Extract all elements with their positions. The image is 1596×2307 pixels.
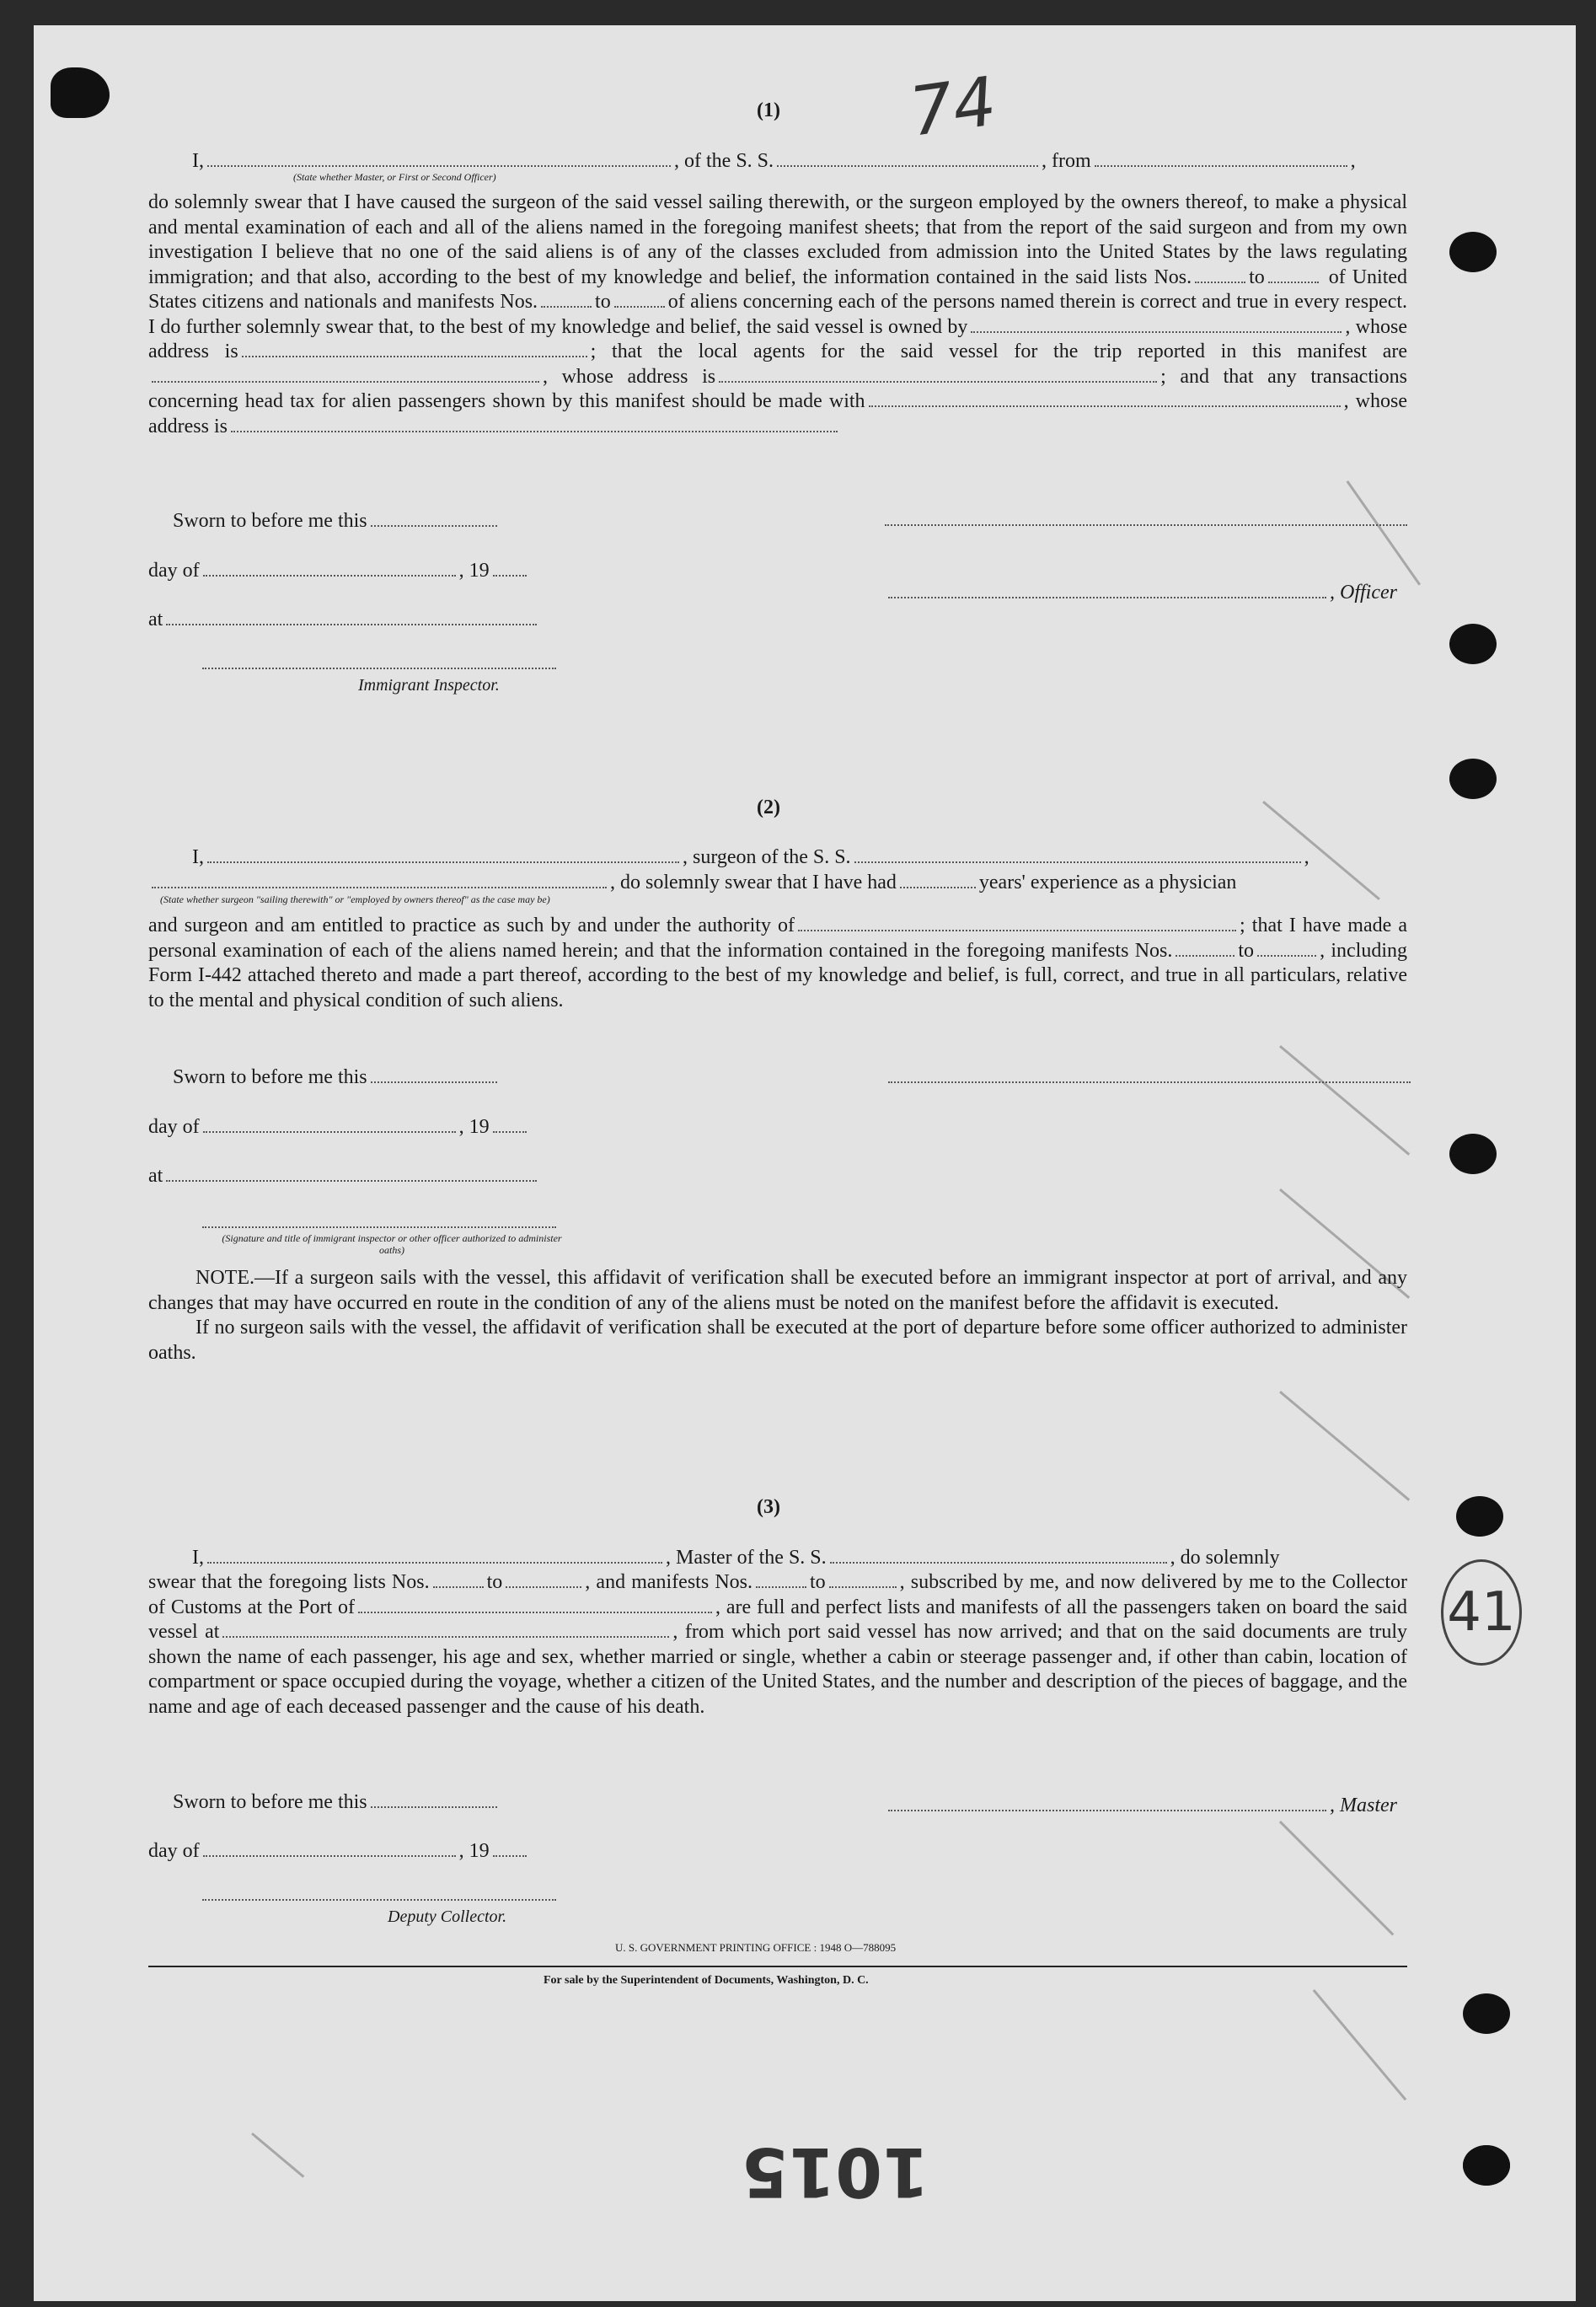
manifest-affidavit-page	[34, 25, 1576, 2301]
punch-hole	[1463, 2145, 1510, 2186]
section-3-opening-line: I, , Master of the S. S. , do solemnly	[192, 1547, 1280, 1569]
section-2-at-line: at	[148, 1163, 540, 1188]
torn-corner	[51, 67, 110, 118]
section-3-sworn-line: Sworn to before me this	[173, 1789, 501, 1815]
section-2-second-line: , do solemnly swear that I have had years' experience as a physician	[148, 870, 1236, 895]
section-3-number: (3)	[757, 1496, 780, 1518]
printing-office-line: U. S. GOVERNMENT PRINTING OFFICE : 1948 O—788095	[615, 1941, 897, 1954]
section-1-at-line: at	[148, 607, 540, 632]
master-signature-line: , Master	[885, 1793, 1397, 1818]
section-2-opening-line: I, , surgeon of the S. S. ,	[192, 846, 1309, 868]
officer-signature-line: , Officer	[885, 580, 1397, 605]
section-1-number: (1)	[757, 99, 780, 121]
punch-hole	[1463, 1993, 1510, 2034]
punch-hole	[1449, 624, 1497, 664]
section-1-master-hint: (State whether Master, or First or Second Officer)	[293, 171, 496, 183]
handwritten-circled-number: 41	[1441, 1559, 1522, 1666]
section-2-number: (2)	[757, 797, 780, 818]
footer-rule	[148, 1966, 1407, 1967]
punch-hole	[1449, 1134, 1497, 1174]
handwritten-page-number: 74	[905, 62, 1001, 152]
handwritten-bottom-number: 1015	[742, 2133, 929, 2211]
section-1-sworn-line: Sworn to before me this	[173, 508, 501, 534]
deputy-collector-label: Deputy Collector.	[388, 1907, 507, 1926]
section-3-body: swear that the foregoing lists Nos. to , and manifests Nos. to , subscribed by me, and now delivered by me to the Collector of Customs at the Port of , are full and perfect lists and manifests of all the passengers taken on board the said vessel at , from which port said vessel has now arrived; and that on the said documents are truly shown the name of each passenger, his age and sex, whether married or single, whether a cabin or steerage passenger and, if other than cabin, location of compartment or space occupied during the voyage, whether a citizen of the United States, and the number and description of the pieces of baggage, and the name and age of each deceased passenger and the cause of his death.	[148, 1571, 1408, 1718]
section-2-day-line: day of , 19	[148, 1114, 530, 1140]
punch-hole	[1456, 1496, 1503, 1537]
punch-hole	[1449, 759, 1497, 799]
section-1-body: do solemnly swear that I have caused the surgeon of the said vessel sailing therewith, or the surgeon employed by the owners thereof, to make a physical and mental examination of each and all of the aliens named in the foregoing manifest sheets; that from the report of the said surgeon and from my own investigation I believe that no one of the said aliens is of any of the classes excluded from admission into the United States by the laws regulating immigration; and that also, according to the best of my knowledge and belief, the information contained in the said lists Nos. to of United States citizens and nationals and manifests Nos. to of aliens concerning each of the persons named therein is correct and true in every respect. I do further solemnly swear that, to the best of my knowledge and belief, the said vessel is owned by , whose address is ; that the local agents for the said vessel for the trip reported in this manifest are, whose address is ; and that any transactions concerning head tax for alien passengers shown by this manifest should be made with , whose address is	[148, 191, 1408, 437]
sale-notice: For sale by the Superintendent of Documents, Washington, D. C.	[544, 1974, 869, 1987]
immigrant-inspector-label: Immigrant Inspector.	[358, 676, 500, 695]
section-2-sworn-line: Sworn to before me this	[173, 1065, 501, 1090]
section-2-note: NOTE.—If a surgeon sails with the vessel, this affidavit of verification shall be executed before an immigrant inspector at port of arrival, and any changes that may have occurred en route in the condition of any of the aliens must be noted on the manifest before the affidavit is executed. If no surgeon sails with the vessel, the affidavit of verification shall be executed at the port of departure before some officer authorized to administer oaths.	[148, 1267, 1407, 1364]
section-2-surgeon-hint: (State whether surgeon "sailing therewith" or "employed by owners thereof" as the case may be)	[160, 893, 550, 905]
section-1-opening-line: I, , of the S. S. , from ,	[192, 150, 1356, 172]
section-2-signature-hint: (Signature and title of immigrant inspector or other officer authorized to administer oaths)	[222, 1232, 562, 1256]
section-2-body: and surgeon and am entitled to practice as such by and under the authority of ; that I have made a personal examination of each of the aliens named herein; and that the information contained in the foregoing manifests Nos. to , including Form I-442 attached thereto and made a part thereof, according to the best of my knowledge and belief, is full, correct, and true in all particulars, relative to the mental and physical condition of such aliens.	[148, 915, 1408, 1011]
section-3-day-line: day of , 19	[148, 1838, 530, 1864]
section-1-day-line: day of , 19	[148, 558, 530, 583]
punch-hole	[1449, 232, 1497, 272]
